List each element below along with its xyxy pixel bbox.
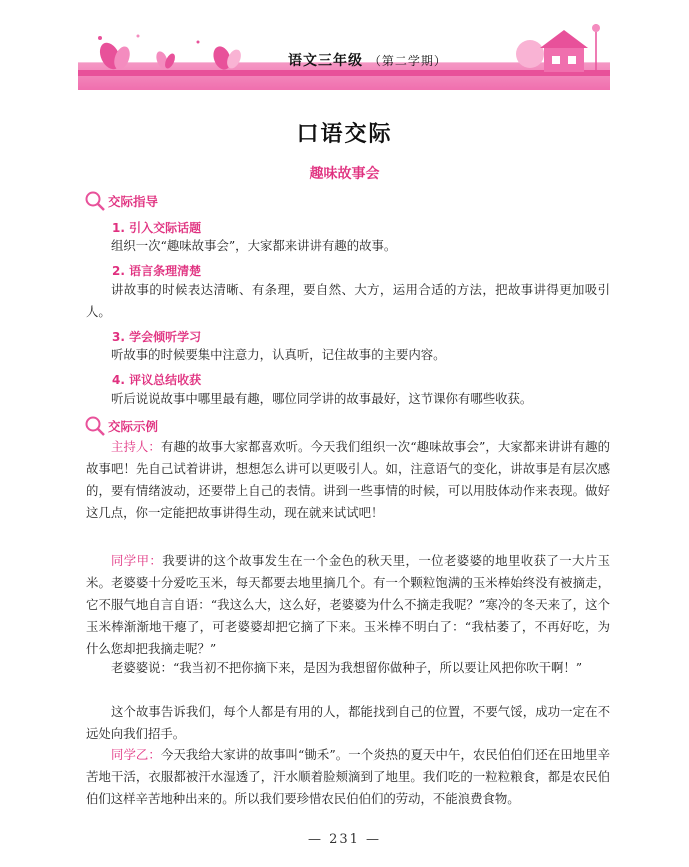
guide-point-text: 组织一次“趣味故事会”，大家都来讲讲有趣的故事。	[111, 238, 397, 253]
magnifier-icon	[84, 415, 106, 437]
speaker-label: 同学甲：	[111, 553, 163, 568]
speaker-label: 同学乙：	[111, 747, 161, 762]
guide-point-text: 听故事的时候要集中注意力，认真听，记住故事的主要内容。	[111, 347, 446, 362]
guide-point-title: 3. 学会倾听学习	[112, 330, 202, 344]
example-paragraph: 老婆婆说：“我当初不把你摘下来，是因为我想留你做种子，所以要让风把你吹干啊！”	[111, 660, 583, 675]
guide-point-title: 4. 评议总结收获	[112, 373, 202, 387]
guide-point-text: 听后说说故事中哪里最有趣，哪位同学讲的故事最好，这节课你有哪些收获。	[111, 391, 533, 406]
guide-point-text: 讲故事的时候表达清晰、有条理，要自然、大方，运用合适的方法，把故事讲得更加吸引人。	[86, 282, 610, 319]
magnifier-icon	[84, 190, 106, 212]
butterfly-decoration-icon	[88, 28, 248, 74]
guide-point-title: 1. 引入交际话题	[112, 221, 202, 235]
example-paragraph: 这个故事告诉我们，每个人都是有用的人，都能找到自己的位置，不要气馁，成功一定在不远处向我们招手。	[86, 704, 610, 741]
header-title: 语文三年级 （第二学期）	[288, 53, 447, 69]
speaker-label: 主持人：	[111, 439, 161, 454]
example-heading: 交际示例	[84, 415, 158, 437]
guide-point-title: 2. 语言条理清楚	[112, 264, 202, 278]
example-paragraph: 同学乙：今天我给大家讲的故事叫“锄禾”。一个炎热的夏天中午，农民伯伯们还在田地里辛苦地干活，衣服都被汗水湿透了，汗水顺着脸颊滴到了地里。我们吃的一粒粒粮食，都是农民伯伯们这样辛苦地种出来的。所以我们要珍惜农民伯伯们的劳动，不能浪费食物。	[86, 747, 610, 806]
page-number: — 231 —	[307, 832, 382, 847]
example-paragraph: 主持人：有趣的故事大家都喜欢听。今天我们组织一次“趣味故事会”，大家都来讲讲有趣的故事吧！先自己试着讲讲，想想怎么讲可以更吸引人。如，注意语气的变化，讲故事是有层次感的，要有情绪波动，还要带上自己的表情。讲到一些事情的时候，可以用肢体动作来表现。做好这几点，你一定能把故事讲得生动，现在就来试试吧！	[86, 439, 610, 520]
page-title: 口语交际	[296, 121, 393, 147]
example-paragraph: 同学甲：我要讲的这个故事发生在一个金色的秋天里，一位老婆婆的地里收获了一大片玉米。老婆婆十分爱吃玉米，每天都要去地里摘几个。有一个颗粒饱满的玉米棒始终没有被摘走，它不服气地自言自语：“我这么大，这么好，老婆婆为什么不摘走我呢？”寒冷的冬天来了，这个玉米棒渐渐地干瘪了，可老婆婆却把它摘了下来。玉米棒不明白了：“我枯萎了，不再好吃，为什么您却把我摘走呢？”	[86, 553, 611, 656]
guide-heading: 交际指导	[84, 190, 158, 212]
house-decoration-icon	[508, 20, 608, 74]
page-subtitle: 趣味故事会	[309, 166, 380, 182]
page-header	[78, 20, 610, 76]
